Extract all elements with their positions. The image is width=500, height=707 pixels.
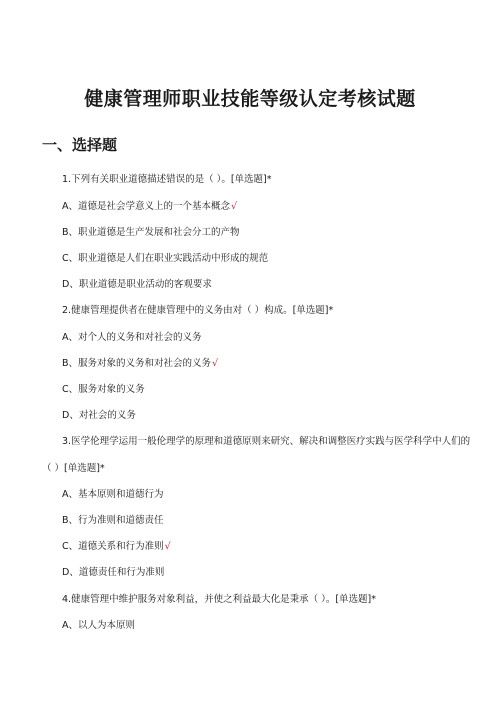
question-1-option-b[interactable] [62,227,240,239]
option-text: B、服务对象的义务和对社会的义务 [62,358,212,369]
question-2-option-d[interactable] [62,410,136,422]
option-text: A、基本原则和道德行为 [62,489,164,500]
question-2-option-b[interactable] [62,358,218,370]
option-text: A、对个人的义务和对社会的义务 [62,332,202,343]
question-2-option-a[interactable] [62,332,202,344]
correct-check-icon: √ [231,201,238,212]
question-3-stem-line-2: （ ）[单选题]* [42,463,105,474]
question-4-option-a[interactable] [62,620,135,632]
page-title: 健康管理师职业技能等级认定考核试题 [84,88,416,110]
option-text: C、道德关系和行为准则 [62,541,164,552]
option-text: A、道德是社会学意义上的一个基本概念 [62,201,230,212]
option-text: D、职业道德是职业活动的客观要求 [62,279,212,290]
option-text: C、服务对象的义务 [62,384,145,395]
question-1-option-a[interactable] [62,201,237,213]
option-text: D、道德责任和行为准则 [62,567,165,578]
question-2-stem: 2.健康管理提供者在健康管理中的义务由对（ ）构成。[单选题]* [62,305,334,316]
correct-check-icon: √ [164,541,171,552]
option-text: B、职业道德是生产发展和社会分工的产物 [62,227,240,238]
question-2-option-c[interactable] [62,384,145,396]
question-3-stem-line-1: 3.医学伦理学运用一般伦理学的原理和道德原则来研究、解决和调整医疗实践与医学科学中人们的 [62,436,471,447]
option-text: B、行为准则和道德责任 [62,515,164,526]
question-1-option-d[interactable] [62,279,212,291]
section-heading: 一、选择题 [42,136,118,154]
question-1-option-c[interactable] [62,253,268,265]
option-text: A、以人为本原则 [62,620,135,631]
question-3-option-a[interactable] [62,489,164,501]
question-1-stem: 1.下列有关职业道德描述错误的是（ ）。[单选题]* [62,174,272,185]
option-text: D、对社会的义务 [62,410,136,421]
question-3-option-b[interactable] [62,515,164,527]
question-4-stem: 4.健康管理中维护服务对象利益，并使之利益最大化是秉承（ ）。[单选题]* [62,594,376,605]
question-3-option-c[interactable] [62,541,171,553]
question-3-option-d[interactable] [62,567,164,579]
correct-check-icon: √ [212,358,219,369]
option-text: C、职业道德是人们在职业实践活动中形成的规范 [62,253,269,264]
